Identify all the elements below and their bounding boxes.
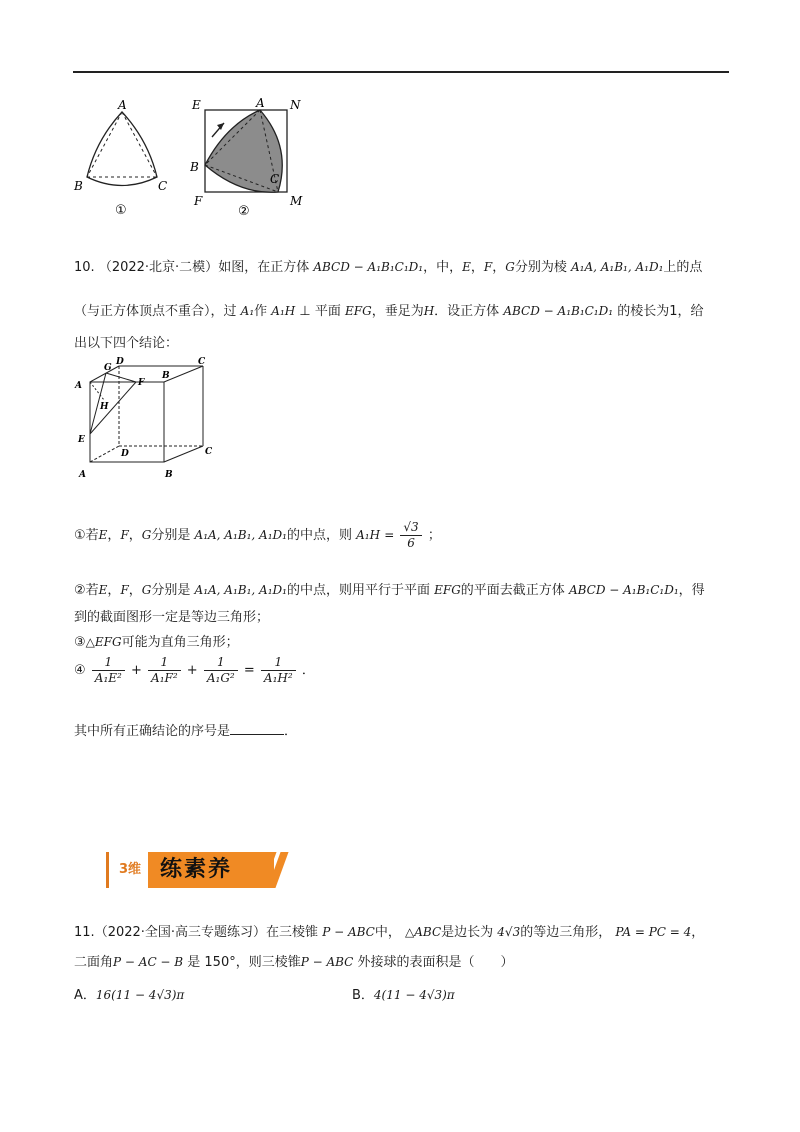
cube-label-a1: A <box>75 381 82 391</box>
cube-label-a: A <box>79 470 86 480</box>
fig2-label-b: B <box>190 160 199 174</box>
q10-text: ①若 <box>74 528 99 543</box>
fraction-a1g <box>204 655 238 686</box>
math-plus: + <box>186 663 198 678</box>
math-e: E <box>98 583 108 597</box>
frac-den: A₁G² <box>206 671 235 685</box>
q10-text: 的平面去截正方体 <box>460 583 565 598</box>
fraction-sqrt3-over-6 <box>400 520 421 551</box>
math-pabc: P − ABC <box>300 955 354 969</box>
q11-text: 是 150°，则三棱锥 <box>187 955 301 970</box>
answer-blank[interactable] <box>230 720 284 735</box>
q10-text: 的中点，则 <box>286 528 352 543</box>
frac-num: 1 <box>148 655 181 671</box>
math-f: F <box>483 260 493 274</box>
q10-text: 分别是 <box>151 528 191 543</box>
q11-text: 外接球的表面积是（ ） <box>357 955 514 970</box>
q11-text: 是边长为 <box>441 925 494 940</box>
q10-text: 其中所有正确结论的序号是 <box>74 724 231 739</box>
q10-text: 可能为直角三角形； <box>121 635 239 650</box>
math-plus: + <box>130 663 142 678</box>
section-title: 练素养 <box>160 857 233 882</box>
q11-option-b[interactable] <box>352 985 455 1006</box>
q10-text: 作 <box>254 304 268 319</box>
top-rule <box>73 71 729 73</box>
math-cube: ABCD − A₁B₁C₁D₁ <box>568 583 679 597</box>
math-e: E <box>462 260 471 274</box>
fraction-a1h <box>261 655 296 686</box>
math-f: F <box>120 528 129 542</box>
cube-label-e: E <box>78 435 85 445</box>
math-side-length: 4√3 <box>497 925 521 939</box>
math-efg: EFG <box>434 583 461 597</box>
q10-text: ． <box>301 663 315 678</box>
q11-text: 中， <box>374 925 401 940</box>
q10-line-1 <box>74 257 702 278</box>
cube-label-f: F <box>138 378 145 388</box>
fig2-label-a: A <box>256 96 265 110</box>
figure-1-reuleaux <box>70 98 180 218</box>
q11-line-1 <box>74 922 704 943</box>
conclusion-2: ②若E，F，G分别是 A₁A, A₁B₁, A₁D₁的中点，则用平行于平面 EFG的平面去截正方体 ABCD − A₁B₁C₁D₁，得 <box>74 583 705 598</box>
math-h: H <box>423 304 435 318</box>
q10-text: 如图，在正方体 <box>218 260 310 275</box>
q10-text: ； <box>427 528 441 543</box>
math-edges: A₁A, A₁B₁, A₁D₁ <box>194 528 287 542</box>
math-g: G <box>505 260 515 274</box>
cube-label-c1: C <box>198 357 206 367</box>
cube-label-b1: B <box>162 371 170 381</box>
math-g: G <box>141 583 152 597</box>
fraction-a1e <box>92 655 125 686</box>
q10-text: 分别是 <box>151 583 191 598</box>
conclusion-1: ①若E，F，G分别是 A₁A, A₁B₁, A₁D₁的中点，则 A₁H = $\frac{√3}{6}$ ； <box>74 520 441 550</box>
fig1-label-c: C <box>158 179 168 193</box>
q10-text: ②若 <box>74 583 99 598</box>
q11-text: 二面角 <box>74 955 114 970</box>
frac-num: 1 <box>92 655 125 671</box>
q10-text: ，中， <box>423 260 463 275</box>
math-edges: A₁A, A₁B₁, A₁D₁ <box>570 260 664 274</box>
math-dihedral: P − AC − B <box>113 955 184 969</box>
q11-number: 11. <box>74 925 95 940</box>
frac-den: A₁H² <box>263 671 293 685</box>
q10-text: ④ <box>74 663 86 678</box>
fig2-label-e: E <box>192 98 201 112</box>
q10-line-3: 出以下四个结论： <box>74 336 179 351</box>
q11-text: ， <box>691 925 705 940</box>
fig1-caption: ① <box>115 203 127 218</box>
cube-label-h: H <box>100 402 109 412</box>
q10-text: 的棱长为1，给 <box>617 304 704 319</box>
frac-num: 1 <box>204 655 238 671</box>
q11-source: （2022·全国·高三专题练习） <box>94 925 267 940</box>
fig2-label-f: F <box>194 194 203 208</box>
math-a1: A₁ <box>240 304 255 318</box>
q10-ask <box>74 720 297 742</box>
fig2-label-n: N <box>290 98 301 112</box>
math-pa-pc: PA = PC = 4 <box>615 925 692 939</box>
fig1-label-b: B <box>74 179 83 193</box>
fraction-a1f <box>148 655 181 686</box>
math-edges: A₁A, A₁B₁, A₁D₁ <box>194 583 287 597</box>
math-f: F <box>120 583 129 597</box>
q11-text: 的等边三角形， <box>520 925 612 940</box>
option-label: A． <box>74 988 96 1003</box>
q10-source: （2022·北京·二模） <box>98 260 219 275</box>
math-perp: ⊥ <box>299 304 311 319</box>
q10-text: 分别为棱 <box>514 260 567 275</box>
fig2-label-m: M <box>290 194 303 208</box>
math-efg: EFG <box>345 304 372 318</box>
q10-line-2 <box>74 301 703 322</box>
frac-den: A₁E² <box>94 671 122 685</box>
math-cube: ABCD − A₁B₁C₁D₁ <box>313 260 424 274</box>
figure-cube <box>74 356 224 486</box>
cube-label-c: C <box>205 447 213 457</box>
math-cube: ABCD − A₁B₁C₁D₁ <box>503 304 614 318</box>
math-answer-b: 4(11 − 4√3)π <box>373 988 455 1002</box>
q10-text: ，垂足为 <box>371 304 424 319</box>
frac-num: √3 <box>400 520 421 536</box>
q10-text: 上的点 <box>663 260 703 275</box>
q10-number: 10. <box>74 260 95 275</box>
math-g: G <box>141 528 152 542</box>
math-answer-a: 16(11 − 4√3)π <box>95 988 185 1002</box>
q10-text: ． <box>284 724 298 739</box>
q11-text: 在三棱锥 <box>266 925 319 940</box>
cube-label-g: G <box>104 363 112 373</box>
q10-text: 的中点，则用平行于平面 <box>286 583 430 598</box>
q10-text: 平面 <box>314 304 341 319</box>
q10-text: ， <box>470 260 484 275</box>
math-eq: = <box>384 528 395 542</box>
q10-text: ③ <box>74 635 86 650</box>
frac-den: 6 <box>407 536 415 550</box>
q10-text: ，得 <box>678 583 705 598</box>
cube-label-d1: D <box>116 357 124 367</box>
cube-label-b: B <box>165 470 173 480</box>
math-triangle-efg: △EFG <box>85 635 122 649</box>
section-tag: 3维 <box>106 852 151 888</box>
fig2-caption: ② <box>238 204 250 219</box>
math-triangle-abc: △ABC <box>405 925 442 939</box>
figure-2-rotating-reuleaux <box>190 95 310 220</box>
q10-text: （与正方体顶点不重合），过 <box>74 304 237 319</box>
conclusion-2-cont: 到的截面图形一定是等边三角形； <box>74 610 270 625</box>
q10-text: ， <box>492 260 506 275</box>
conclusion-4 <box>74 654 315 688</box>
math-pabc: P − ABC <box>322 925 375 939</box>
frac-num: 1 <box>261 655 296 671</box>
cube-label-d: D <box>121 449 129 459</box>
math-a1h: A₁H <box>356 528 381 542</box>
option-label: B． <box>352 988 374 1003</box>
frac-den: A₁F² <box>151 671 178 685</box>
q10-text: ．设正方体 <box>434 304 500 319</box>
q11-line-2 <box>74 952 514 973</box>
fig1-label-a: A <box>118 98 127 112</box>
conclusion-3 <box>74 632 239 653</box>
math-eq: = <box>243 663 255 678</box>
math-e: E <box>98 528 108 542</box>
fig2-label-c: C <box>270 172 280 186</box>
math-a1h: A₁H <box>271 304 296 318</box>
q11-option-a[interactable] <box>74 985 184 1006</box>
